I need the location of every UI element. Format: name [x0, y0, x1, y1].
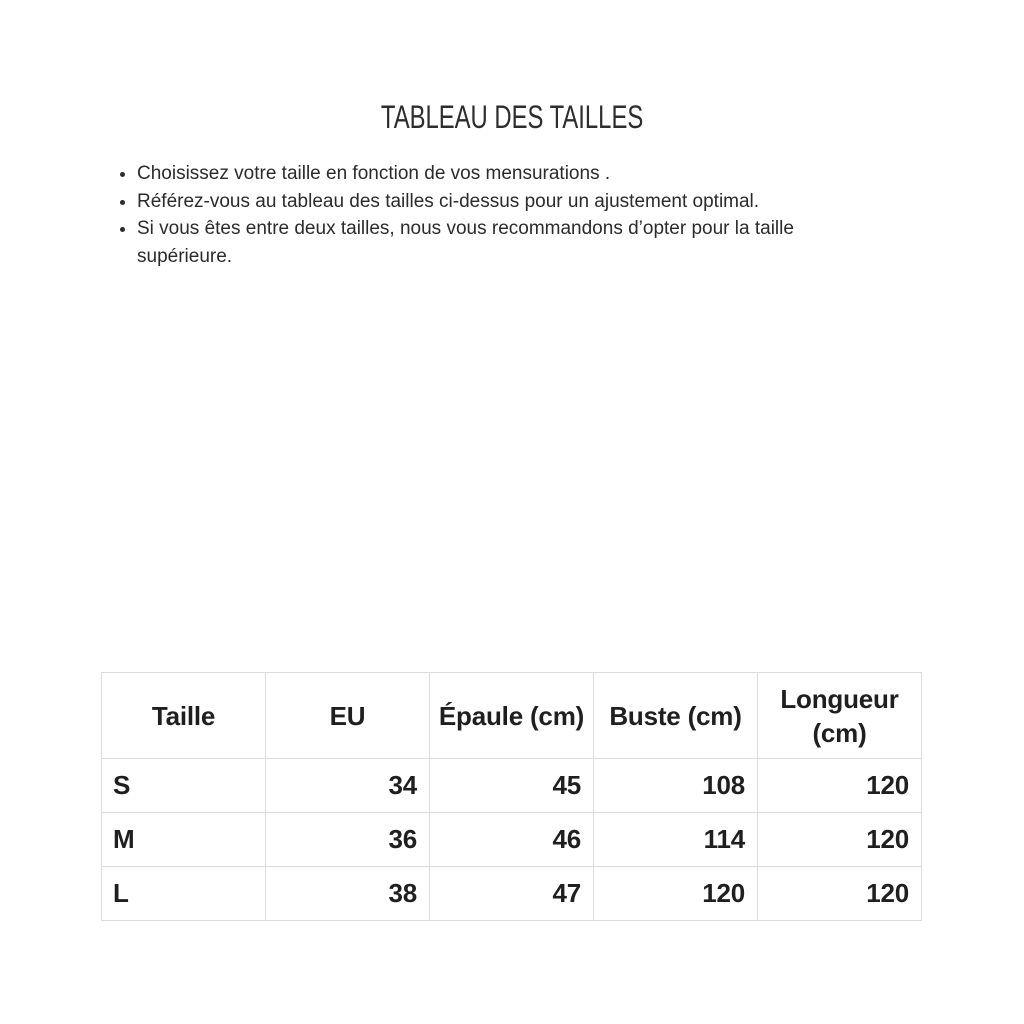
cell-l-taille: L: [102, 867, 266, 921]
cell-l-buste: 120: [594, 867, 758, 921]
size-table-body: [102, 759, 922, 921]
cell-m-eu: 36: [266, 813, 430, 867]
column-header-longueur: Longueur (cm): [758, 673, 922, 759]
cell-m-taille: M: [102, 813, 266, 867]
cell-l-longueur: 120: [758, 867, 922, 921]
column-header-taille: Taille: [102, 673, 266, 759]
table-row-m: [102, 813, 922, 867]
table-row-l: [102, 867, 922, 921]
intro-bullet-3: • Si vous êtes entre deux tailles, nous vous recommandons d’opter pour la taille supérieure.: [137, 215, 877, 270]
column-header-eu: EU: [266, 673, 430, 759]
cell-l-epaule: 47: [430, 867, 594, 921]
cell-l-eu: 38: [266, 867, 430, 921]
page-title: [0, 99, 1024, 136]
table-row-s: [102, 759, 922, 813]
cell-m-epaule: 46: [430, 813, 594, 867]
cell-s-epaule: 45: [430, 759, 594, 813]
intro-bullet-list: [101, 160, 877, 270]
cell-s-taille: S: [102, 759, 266, 813]
page-title-text: TABLEAU DES TAILLES: [380, 99, 644, 135]
size-table-header-row: [102, 673, 922, 759]
intro-bullet-2: • Référez-vous au tableau des tailles ci-dessus pour un ajustement optimal.: [137, 188, 877, 216]
column-header-epaule: Épaule (cm): [430, 673, 594, 759]
cell-m-longueur: 120: [758, 813, 922, 867]
cell-s-buste: 108: [594, 759, 758, 813]
cell-s-longueur: 120: [758, 759, 922, 813]
column-header-buste: Buste (cm): [594, 673, 758, 759]
size-table: [101, 672, 922, 921]
size-table-header: [102, 673, 922, 759]
cell-s-eu: 34: [266, 759, 430, 813]
intro-bullet-1: • Choisissez votre taille en fonction de vos mensurations .: [137, 160, 877, 188]
cell-m-buste: 114: [594, 813, 758, 867]
